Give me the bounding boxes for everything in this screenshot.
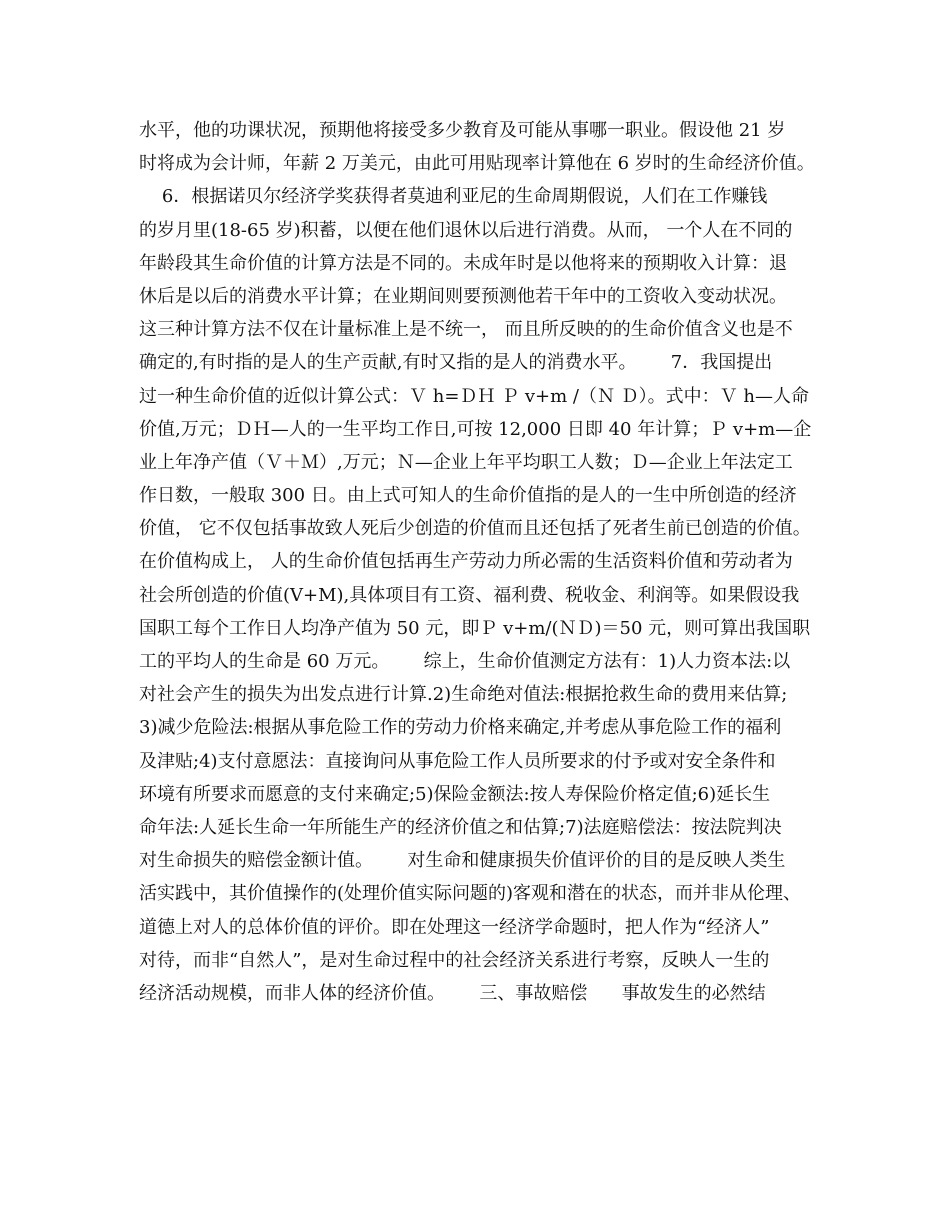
text-line: 社会所创造的价值(V+M),具体项目有工资、福利费、税收金、利润等。如果假设我 [139,584,800,606]
text-line: 3)减少危险法:根据从事危险工作的劳动力价格来确定,并考虑从事危险工作的福利 [139,717,782,739]
text-line: 休后是以后的消费水平计算；在业期间则要预测他若干年中的工资收入变动状况。 [139,285,787,307]
text-line: 命年法:人延长生命一年所能生产的经济价值之和估算;7)法庭赔偿法：按法院判决 [139,816,782,838]
text-line: 这三种计算方法不仅在计量标准上是不统一， 而且所反映的的生命价值含义也是不 [139,319,793,341]
text-line: 活实践中，其价值操作的(处理价值实际问题的)客观和潜在的状态，而并非从伦理、 [139,883,802,905]
text-line: 确定的,有时指的是人的生产贡献,有时又指的是人的消费水平。 7．我国提出 [139,352,773,374]
text-line: 经济活动规模，而非人体的经济价值。 三、事故赔偿 事故发生的必然结 [139,982,766,1004]
text-line: 6．根据诺贝尔经济学奖获得者莫迪利亚尼的生命周期假说，人们在工作赚钱 [139,186,768,208]
text-line: 过一种生命价值的近似计算公式：Ｖ h=ＤＨ Ｐ v+m /（Ｎ Ｄ）。式中：Ｖ h—人命 [139,385,809,407]
text-line: 价值,万元；ＤＨ—人的一生平均工作日,可按 12,000 日即 40 年计算；Ｐ v+m—企 [139,418,812,440]
text-line: 年龄段其生命价值的计算方法是不同的。未成年时是以他将来的预期收入计算：退 [139,252,787,274]
text-line: 环境有所要求而愿意的支付来确定;5)保险金额法:按人寿保险价格定值;6)延长生 [139,783,771,805]
text-line: 的岁月里(18-65 岁)积蓄，以便在他们退休以后进行消费。从而， 一个人在不同的 [139,219,793,241]
text-line: 水平，他的功课状况，预期他将接受多少教育及可能从事哪一职业。假设他 21 岁 [139,120,786,141]
text-line: 对生命损失的赔偿金额计值。 对生命和健康损失价值评价的目的是反映人类生 [139,850,786,872]
text-line: 对待，而非“自然人”，是对生命过程中的社会经济关系进行考察，反映人一生的 [139,949,770,971]
text-line: 作日数，一般取 300 日。由上式可知人的生命价值指的是人的一生中所创造的经济 [139,485,797,507]
text-line: 对社会产生的损失为出发点进行计算.2)生命绝对值法:根据抢救生命的费用来估算; [139,684,788,706]
text-line: 价值， 它不仅包括事故致人死后少创造的价值而且还包括了死者生前已创造的价值。 [139,518,811,540]
document-body [139,114,829,1010]
text-line: 及津贴;4)支付意愿法：直接询问从事危险工作人员所要求的付予或对安全条件和 [139,750,776,772]
text-line: 国职工每个工作日人均净产值为 50 元，即Ｐ v+m/(ＮＤ)＝50 元，则可算出我国职 [139,617,811,639]
text-line: 在价值构成上， 人的生命价值包括再生产劳动力所必需的生活资料价值和劳动者为 [139,551,793,573]
text-line: 工的平均人的生命是 60 万元。 综上，生命价值测定方法有：1)人力资本法:以 [139,651,791,672]
text-line: 时将成为会计师，年薪 2 万美元，由此可用贴现率计算他在 6 岁时的生命经济价值。 [139,153,815,175]
text-line: 道德上对人的总体价值的评价。即在处理这一经济学命题时，把人作为“经济人” [139,916,770,938]
text-line: 业上年净产值（Ｖ＋Ｍ）,万元；Ｎ—企业上年平均职工人数；Ｄ—企业上年法定工 [139,451,793,473]
